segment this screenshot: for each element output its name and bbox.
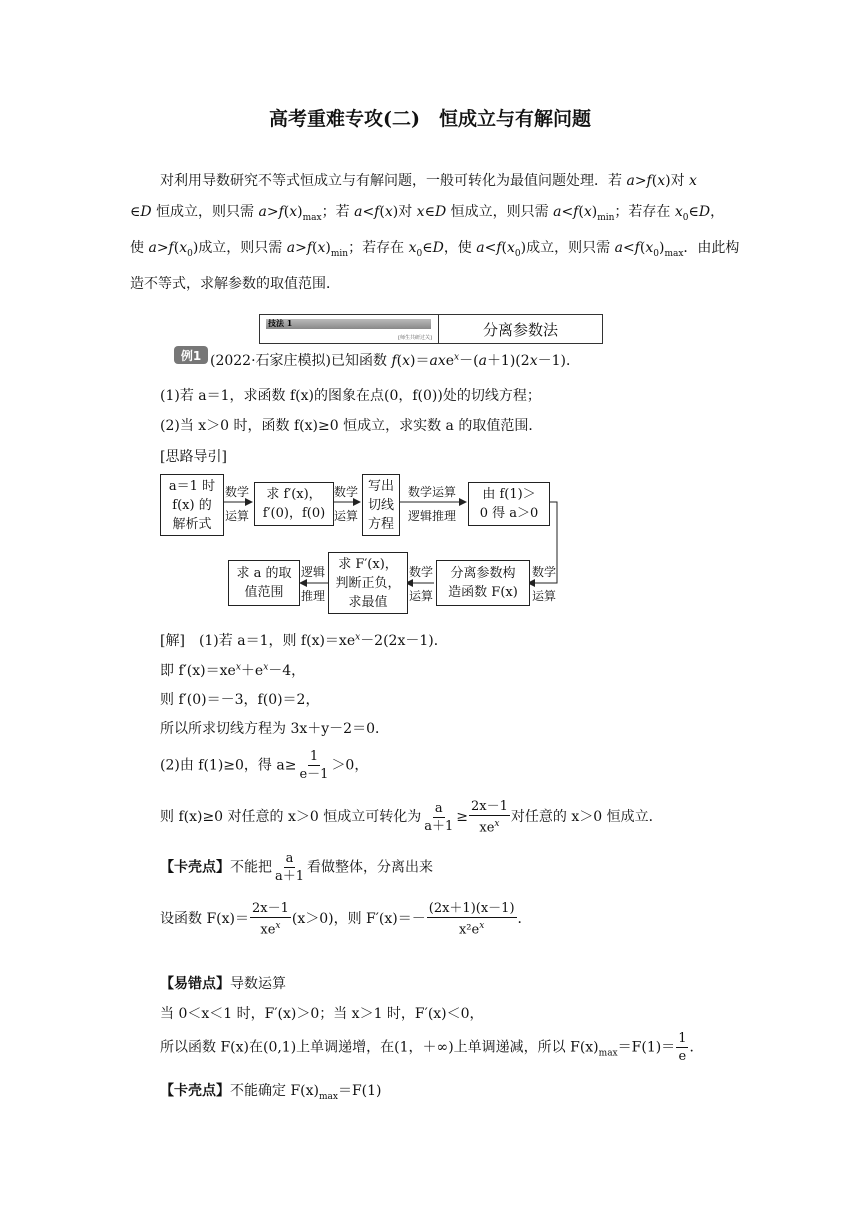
example-badge: 例1 bbox=[174, 346, 208, 364]
solution-line-5: (2)由 f(1)≥0，得 a≥ $\frac{1}{e-1}$ ＞0， bbox=[160, 749, 369, 782]
method-subtitle: [师生共研过关] bbox=[398, 335, 432, 341]
flow-label-1: 数学 运算 bbox=[224, 485, 249, 523]
solution-line-7: 设函数 F(x)＝ $\frac{2x-1}{xe^x}$ (x＞0)，则 F′(x)＝－ $\frac{(2x+1)(x-1)}{x^2e^x}$ ． bbox=[160, 901, 532, 938]
flow-box-6: 求 F′(x)， 判断正负， 求最值 bbox=[328, 552, 408, 614]
solution-line-1: [解] (1)若 a＝1，则 $f(x)=xe^x-2(2x-1)$． bbox=[160, 632, 448, 649]
method-tag: 技法 1 bbox=[268, 318, 293, 328]
flow-box-4: 由 f(1)＞ 0 得 a＞0 bbox=[468, 482, 550, 526]
intro-line-1: 对利用导数研究不等式恒成立与有解问题，一般可转化为最值问题处理．若 a>f(x)对 x bbox=[160, 173, 697, 189]
guide-label: [思路导引] bbox=[160, 449, 227, 465]
solution-line-6: 则 f(x)≥0 对任意的 x＞0 恒成立可转化为 $\frac{a}{a+1}$ ≥ $\frac{2x-1}{xe^x}$ 对任意的 x＞0 恒成立． bbox=[160, 799, 663, 836]
flow-box-1: a＝1 时 f(x) 的 解析式 bbox=[160, 474, 224, 536]
flow-box-3: 写出 切线 方程 bbox=[362, 474, 400, 536]
solution-line-2: 即 $f'(x)=xe^x+e^x-4$， bbox=[160, 662, 306, 679]
stuck-point-2: 【卡壳点】不能确定 $F(x)_{max}=F(1)$ bbox=[160, 1083, 382, 1102]
page-title: 高考重难专攻(二) 恒成立与有解问题 bbox=[269, 108, 591, 130]
flow-box-7: 求 a 的取 值范围 bbox=[228, 560, 300, 606]
intro-line-2: ∈D 恒成立，则只需 $a>f(x)_{max}$；若 a<f(x)对 x∈D 恒成立，则只需 $a<f(x)_{min}$；若存在 $x_0\in D$， bbox=[130, 203, 725, 223]
solution-line-4: 所以所求切线方程为 3x＋y－2＝0． bbox=[160, 721, 389, 737]
flow-label-2: 数学 运算 bbox=[333, 485, 358, 523]
example-source: (2022·石家庄模拟)已知函数 f(x)＝axe$^x$－(a＋1)(2x－1)． bbox=[210, 352, 580, 369]
flow-box-5: 分离参数构 造函数 F(x) bbox=[436, 560, 530, 606]
solution-line-3: 则 f′(0)＝－3，f(0)＝2， bbox=[160, 692, 320, 708]
intro-line-4: 造不等式，求解参数的取值范围． bbox=[130, 276, 340, 293]
flow-box-2: 求 f′(x)， f′(0)，f(0) bbox=[254, 482, 334, 526]
method-name: 分离参数法 bbox=[482, 320, 558, 339]
error-point: 【易错点】导数运算 bbox=[160, 976, 286, 992]
solution-line-8: 当 0＜x＜1 时，F′(x)＞0；当 x＞1 时，F′(x)＜0， bbox=[160, 1006, 484, 1022]
flow-label-6: 逻辑 推理 bbox=[300, 565, 325, 603]
question-2: (2)当 x＞0 时，函数 f(x)≥0 恒成立，求实数 a 的取值范围． bbox=[160, 418, 543, 434]
flow-label-3: 数学运算 逻辑推理 bbox=[407, 485, 456, 523]
intro-line-3: 使 $a>f(x_0)$成立，则只需 $a>f(x)_{min}$；若存在 $x_0\in D$，使 $a<f(x_0)$成立，则只需 $a<f(x_0)_{max}$．由此构 bbox=[130, 239, 740, 259]
solution-line-9: 所以函数 F(x)在(0,1)上单调递增，在(1，＋∞)上单调递减，所以 $F(x)_{max}=F(1)=$ $\frac{1}{e}$ ． bbox=[160, 1031, 704, 1064]
stuck-point-1: 【卡壳点】不能把 $\frac{a}{a+1}$ 看做整体，分离出来 bbox=[160, 851, 434, 884]
flow-label-5: 数学 运算 bbox=[408, 565, 433, 603]
question-1: (1)若 a＝1，求函数 f(x)的图象在点(0，f(0))处的切线方程； bbox=[160, 388, 541, 404]
flow-label-4: 数学 运算 bbox=[531, 565, 556, 603]
